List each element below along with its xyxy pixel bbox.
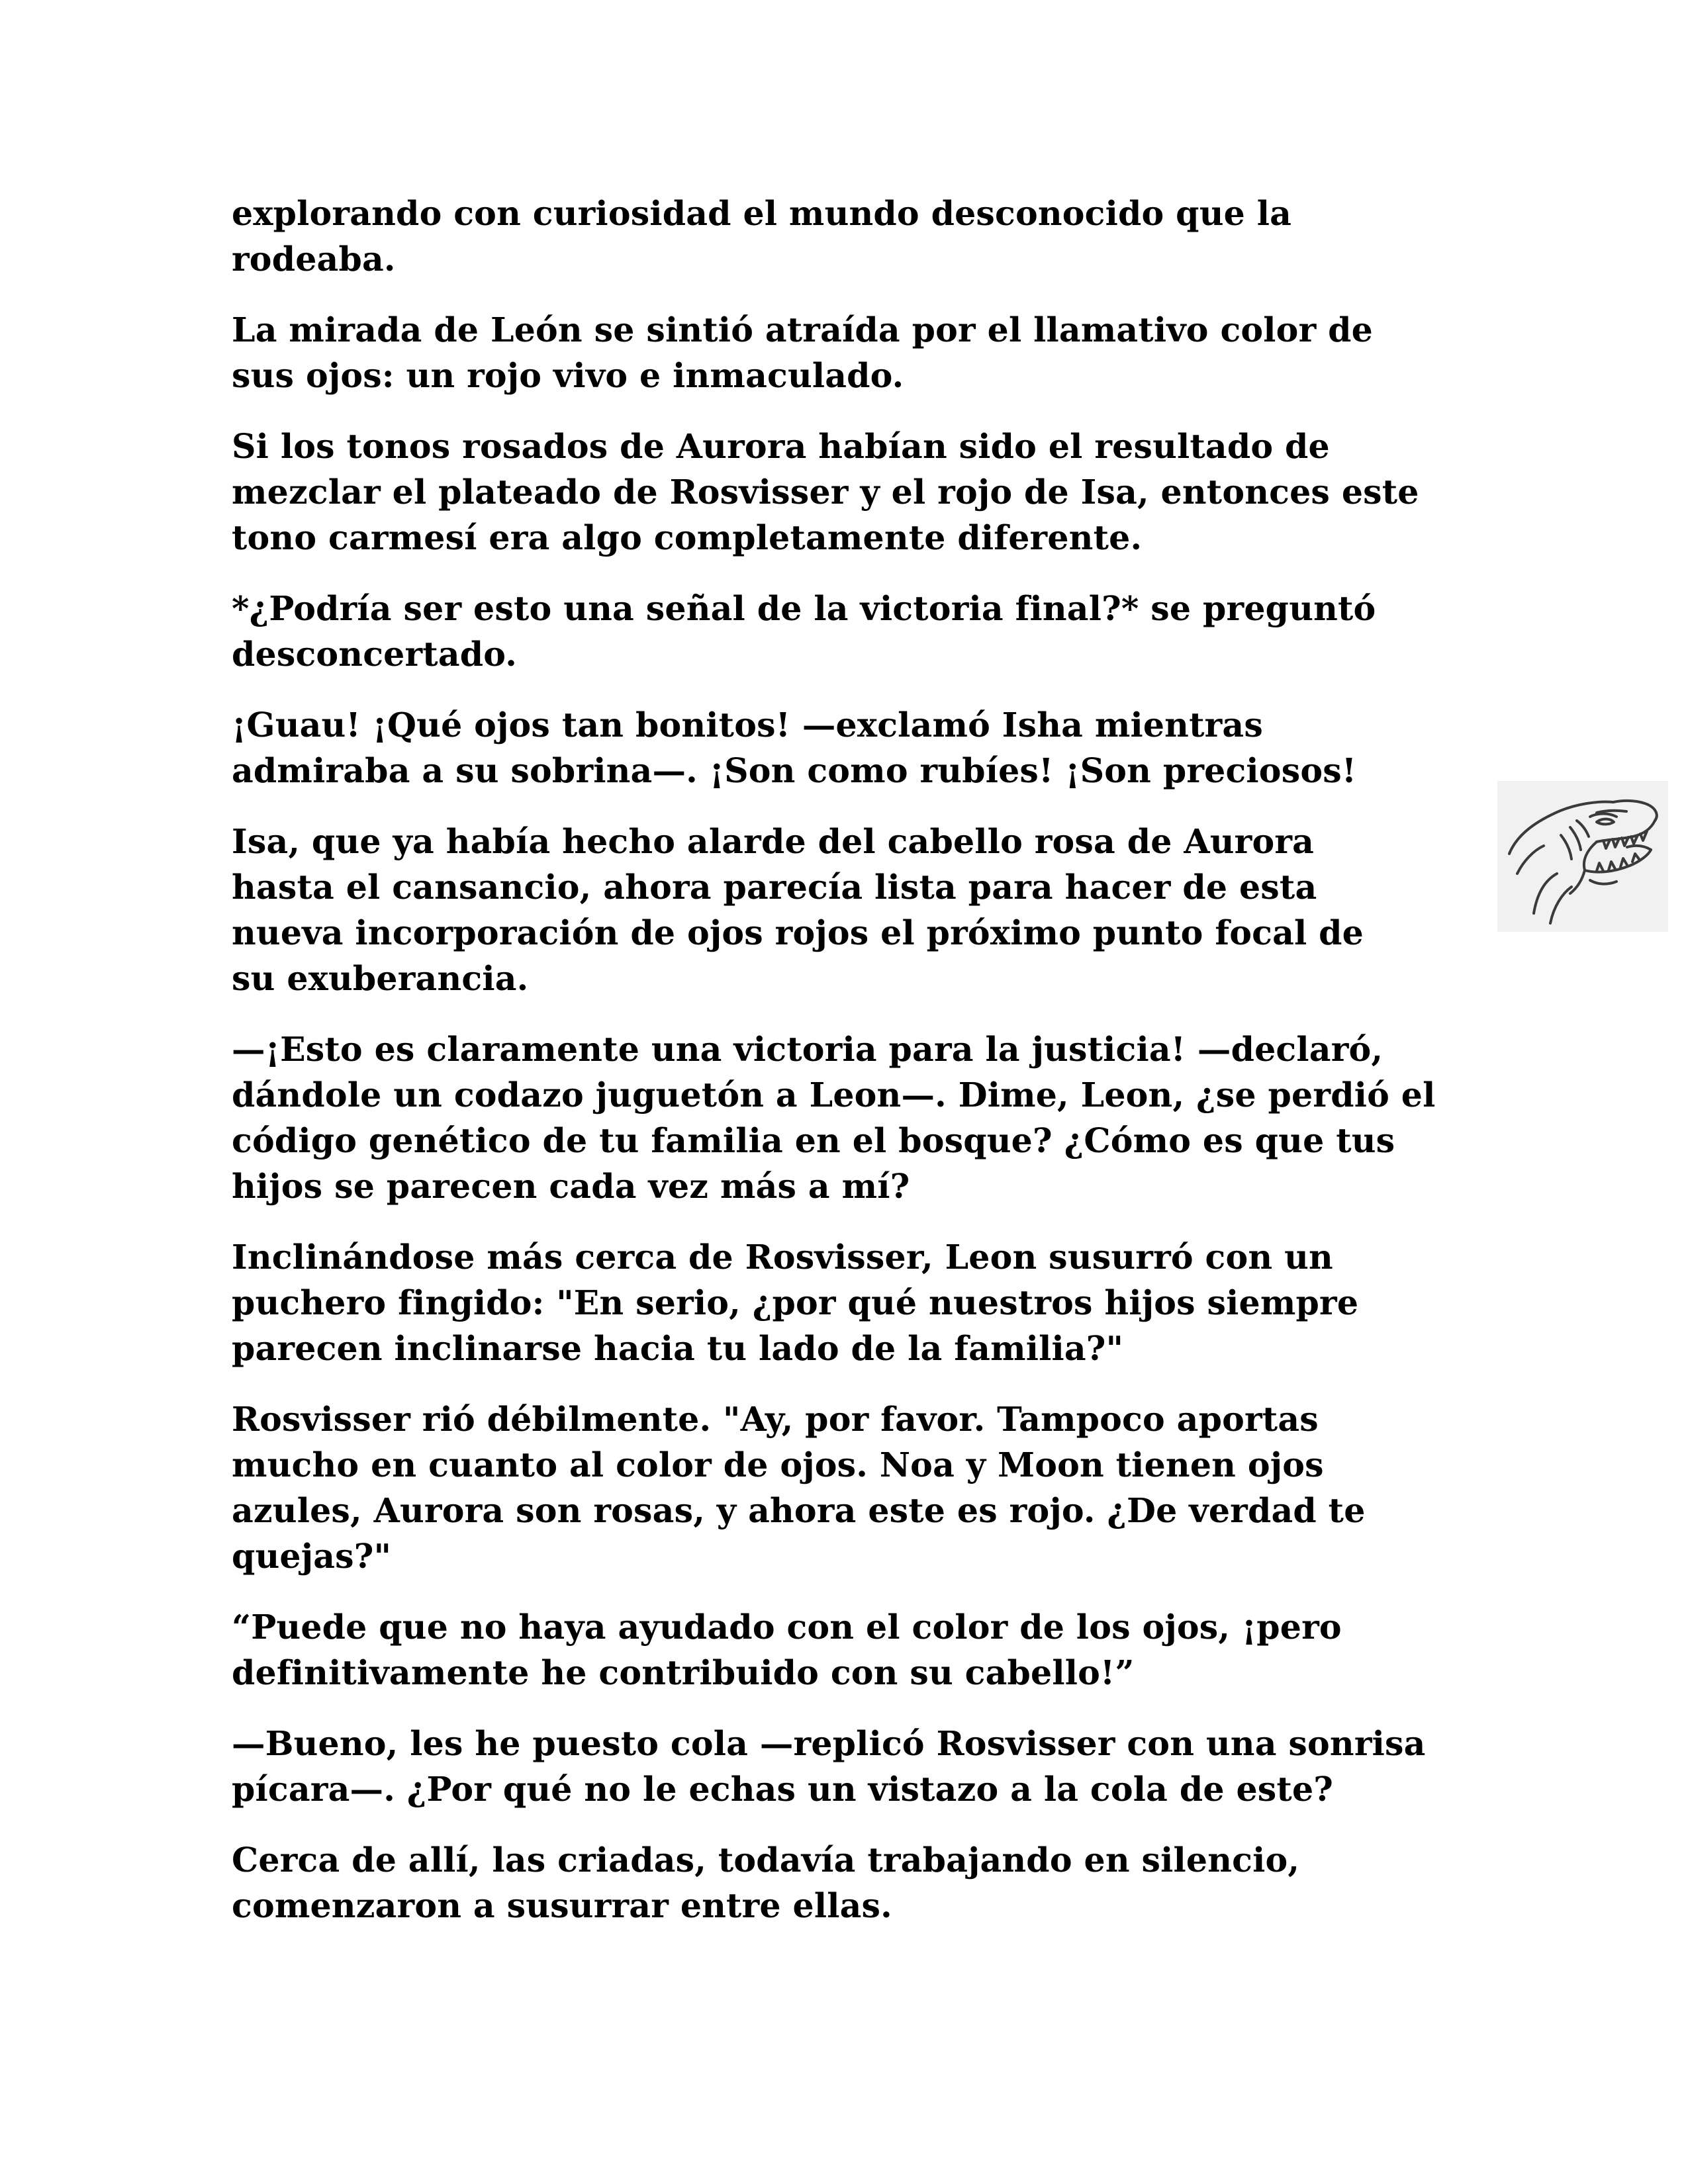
paragraph: Isa, que ya había hecho alarde del cabello rosa de Aurora hasta el cansancio, ahora parecía lista para hacer de esta nueva incorporación de ojos rojos el próximo punto focal de su exuberancia. — [232, 822, 1364, 998]
paragraph: —Bueno, les he puesto cola —replicó Rosvisser con una sonrisa pícara—. ¿Por qué no le echas un vistazo a la cola de este? — [232, 1724, 1426, 1809]
paragraph: La mirada de León se sintió atraída por el llamativo color de sus ojos: un rojo vivo e inmaculado. — [232, 310, 1373, 395]
dinosaur-sketch — [1497, 781, 1668, 932]
paragraph: ¡Guau! ¡Qué ojos tan bonitos! —exclamó Isha mientras admiraba a su sobrina—. ¡Son como rubíes! ¡Son preciosos! — [232, 705, 1357, 790]
paragraph: Rosvisser rió débilmente. "Ay, por favor. Tampoco aportas mucho en cuanto al color de ojos. Noa y Moon tienen ojos azules, Aurora son rosas, y ahora este es rojo. ¿De verdad te quejas?" — [232, 1400, 1366, 1576]
paragraph: explorando con curiosidad el mundo desconocido que la rodeaba. — [232, 194, 1292, 279]
paragraph: “Puede que no haya ayudado con el color de los ojos, ¡pero definitivamente he contribuido con su cabello!” — [232, 1608, 1342, 1692]
paragraph: —¡Esto es claramente una victoria para la justicia! —declaró, dándole un codazo juguetón a Leon—. Dime, Leon, ¿se perdió el código genético de tu familia en el bosque? ¿Cómo es que tus hijos se parecen cada vez más a mí? — [232, 1030, 1436, 1206]
paragraph: Si los tonos rosados de Aurora habían sido el resultado de mezclar el plateado de Rosvisser y el rojo de Isa, entonces este tono carmesí era algo completamente diferente. — [232, 427, 1419, 557]
paragraph: Cerca de allí, las criadas, todavía trabajando en silencio, comenzaron a susurrar entre ellas. — [232, 1841, 1300, 1925]
dinosaur-head-icon — [1497, 781, 1668, 932]
body-text — [232, 191, 1489, 1954]
paragraph: Inclinándose más cerca de Rosvisser, Leon susurró con un puchero fingido: "En serio, ¿por qué nuestros hijos siempre parecen inclinarse hacia tu lado de la familia?" — [232, 1238, 1359, 1368]
paragraph: *¿Podría ser esto una señal de la victoria final?* se preguntó desconcertado. — [232, 589, 1376, 674]
